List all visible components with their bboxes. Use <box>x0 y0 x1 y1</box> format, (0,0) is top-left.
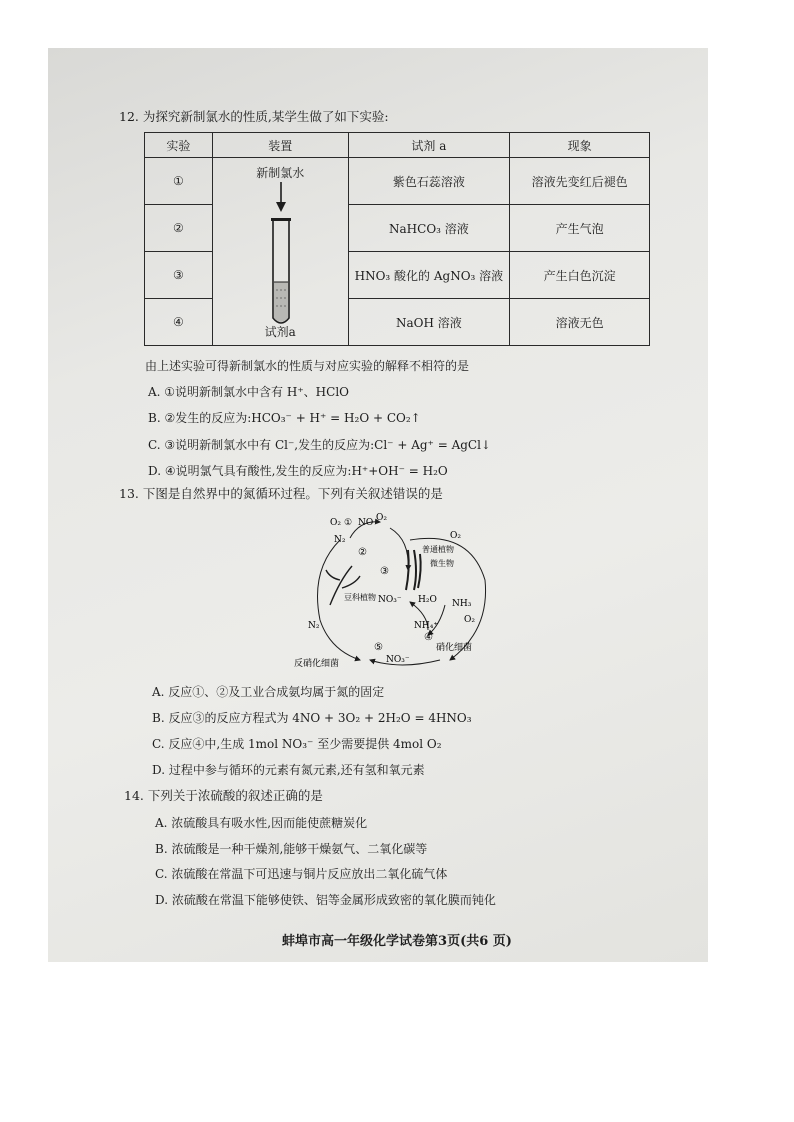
diagram-label: ④ <box>424 632 433 643</box>
diagram-label: ② <box>358 547 367 558</box>
diagram-label: NO₃⁻ <box>386 655 410 665</box>
q14-option-d: D. 浓硫酸在常温下能够使铁、铝等金属形成致密的氧化膜而钝化 <box>155 893 496 907</box>
apparatus-bottom-label: 试剂a <box>264 324 296 339</box>
page-footer: 蚌埠市高一年级化学试卷第3页(共6 页) <box>282 934 512 949</box>
row-number: ① <box>145 158 213 205</box>
diagram-label: 豆科植物 <box>344 593 376 602</box>
q14-option-c: C. 浓硫酸在常温下可迅速与铜片反应放出二氧化硫气体 <box>155 867 448 881</box>
reagent-cell: NaHCO₃ 溶液 <box>348 205 510 252</box>
phenomenon-cell: 溶液先变红后褪色 <box>510 158 650 205</box>
header-experiment: 实验 <box>145 133 213 158</box>
reagent-cell: NaOH 溶液 <box>348 299 510 346</box>
diagram-label: ① <box>344 518 353 528</box>
q13-option-b: B. 反应③的反应方程式为 4NO + 3O₂ + 2H₂O = 4HNO₃ <box>152 711 472 725</box>
q14-option-a: A. 浓硫酸具有吸水性,因而能使蔗糖炭化 <box>155 816 368 830</box>
q12-option-d: D. ④说明氯气具有酸性,发生的反应为:H⁺+OH⁻ = H₂O <box>148 464 448 478</box>
q14-stem: 14. 下列关于浓硫酸的叙述正确的是 <box>124 788 323 803</box>
diagram-label: NO <box>358 518 374 528</box>
row-number: ② <box>145 205 213 252</box>
header-phenomenon: 现象 <box>510 133 650 158</box>
header-reagent: 试剂 a <box>348 133 510 158</box>
diagram-label: O₂ <box>464 615 475 625</box>
diagram-label: NH₃ <box>452 599 472 609</box>
table-header-row <box>145 133 650 158</box>
diagram-label: 微生物 <box>430 559 454 568</box>
diagram-label: 反硝化细菌 <box>294 659 340 669</box>
apparatus-top-label: 新制氯水 <box>256 165 305 180</box>
phenomenon-cell: 产生气泡 <box>510 205 650 252</box>
phenomenon-cell: 产生白色沉淀 <box>510 252 650 299</box>
diagram-label: NH₄⁺ <box>414 621 439 631</box>
diagram-label: H₂O <box>418 595 437 605</box>
q12-stem: 12. 为探究新制氯水的性质,某学生做了如下实验: <box>119 109 389 124</box>
row-number: ③ <box>145 252 213 299</box>
q12-option-b: B. ②发生的反应为:HCO₃⁻ + H⁺ = H₂O + CO₂↑ <box>148 411 421 425</box>
diagram-label: O₂ <box>330 518 341 528</box>
diagram-label: ⑤ <box>374 642 383 653</box>
q12-question: 由上述实验可得新制氯水的性质与对应实验的解释不相符的是 <box>145 359 470 373</box>
diagram-label: N₂ <box>308 621 320 631</box>
row-number: ④ <box>145 299 213 346</box>
nitrogen-cycle-diagram <box>294 510 500 670</box>
q12-option-c: C. ③说明新制氯水中有 Cl⁻,发生的反应为:Cl⁻ + Ag⁺ = AgCl↓ <box>148 438 491 452</box>
diagram-label: O₂ <box>450 531 461 541</box>
q12-option-a: A. ①说明新制氯水中含有 H⁺、HClO <box>148 385 349 399</box>
experiment-table <box>144 132 650 346</box>
q13-option-a: A. 反应①、②及工业合成氨均属于氮的固定 <box>152 685 385 699</box>
header-apparatus: 装置 <box>212 133 348 158</box>
diagram-label: O₂ <box>376 513 387 523</box>
diagram-label: 硝化细菌 <box>436 643 473 653</box>
diagram-label: ③ <box>380 566 389 577</box>
phenomenon-cell: 溶液无色 <box>510 299 650 346</box>
diagram-label: NO₃⁻ <box>378 595 402 605</box>
reagent-cell: HNO₃ 酸化的 AgNO₃ 溶液 <box>348 252 510 299</box>
reagent-cell: 紫色石蕊溶液 <box>348 158 510 205</box>
q13-option-d: D. 过程中参与循环的元素有氮元素,还有氢和氧元素 <box>152 763 425 777</box>
diagram-label: N₂ <box>334 535 346 545</box>
apparatus-cell <box>212 158 348 346</box>
table-row <box>145 158 650 205</box>
diagram-label: 普通植物 <box>422 545 454 554</box>
q13-option-c: C. 反应④中,生成 1mol NO₃⁻ 至少需要提供 4mol O₂ <box>152 737 442 751</box>
test-tube-icon <box>213 160 349 344</box>
q14-option-b: B. 浓硫酸是一种干燥剂,能够干燥氨气、二氧化碳等 <box>155 842 428 856</box>
q13-stem: 13. 下图是自然界中的氮循环过程。下列有关叙述错误的是 <box>119 486 443 501</box>
